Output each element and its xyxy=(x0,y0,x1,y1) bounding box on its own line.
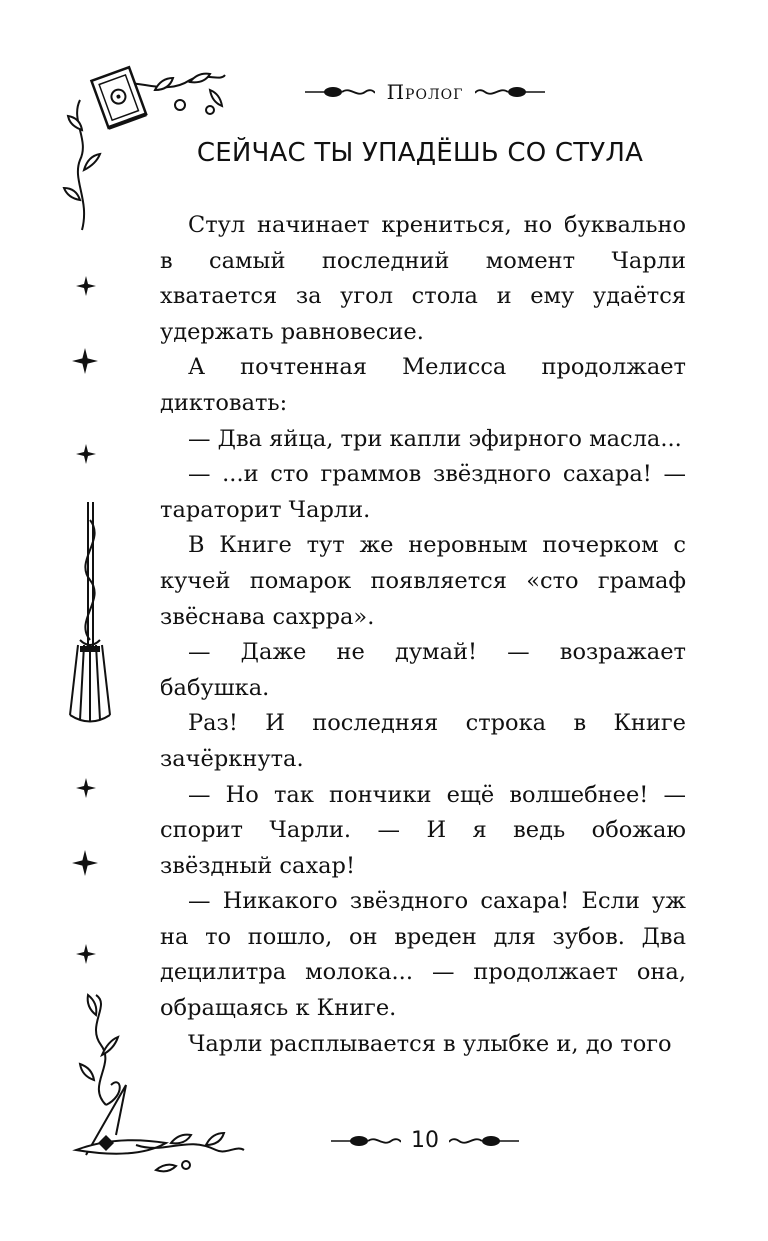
paragraph: — Но так пончики ещё волшебнее! — спорит Чарли. — И я ведь обожаю звёздный сахар! xyxy=(160,781,686,879)
paragraph: Чарли расплывается в улыбке и, до того xyxy=(188,1030,672,1057)
broom-illustration xyxy=(66,500,114,730)
running-head-text: Пролог xyxy=(386,80,464,104)
left-swirl-ornament-icon xyxy=(331,1133,401,1149)
sparkle-star-icon xyxy=(76,778,96,798)
sparkle-star-icon xyxy=(76,444,96,464)
body-text xyxy=(160,208,686,1062)
paragraph: А почтенная Мелисса продолжает диктовать: xyxy=(160,354,686,416)
page-number: 10 xyxy=(411,1128,439,1153)
left-swirl-ornament-icon xyxy=(305,84,375,100)
sparkle-star-icon xyxy=(76,944,96,964)
sparkle-star-icon xyxy=(72,348,98,374)
paragraph: Стул начинает крениться, но буквально в самый последний момент Чарли хватается за угол стола и ему удаётся удержать равновесие. xyxy=(160,212,686,345)
running-head-bar xyxy=(290,80,560,104)
paragraph: — ...и сто граммов звёздного сахара! — тараторит Чарли. xyxy=(160,461,686,523)
right-swirl-ornament-icon xyxy=(449,1133,519,1149)
paragraph: — Никакого звёздного сахара! Если уж на то пошло, он вреден для зубов. Два децилитра молока... — продолжает она, обращаясь к Книге. xyxy=(160,888,686,1022)
paragraph: Раз! И последняя строка в Книге зачёркнута. xyxy=(160,710,686,772)
page-footer xyxy=(330,1128,520,1153)
sparkle-star-icon xyxy=(72,850,98,876)
sparkle-star-icon xyxy=(76,276,96,296)
right-swirl-ornament-icon xyxy=(475,84,545,100)
paragraph: — Даже не думай! — возражает бабушка. xyxy=(160,639,686,701)
paragraph: В Книге тут же неровным почерком с кучей помарок появляется «сто грамаф звёснава сахрра». xyxy=(160,532,686,630)
paragraph: — Два яйца, три капли эфирного масла... xyxy=(188,425,682,452)
chapter-title: СЕЙЧАС ТЫ УПАДЁШЬ СО СТУЛА xyxy=(196,138,644,168)
